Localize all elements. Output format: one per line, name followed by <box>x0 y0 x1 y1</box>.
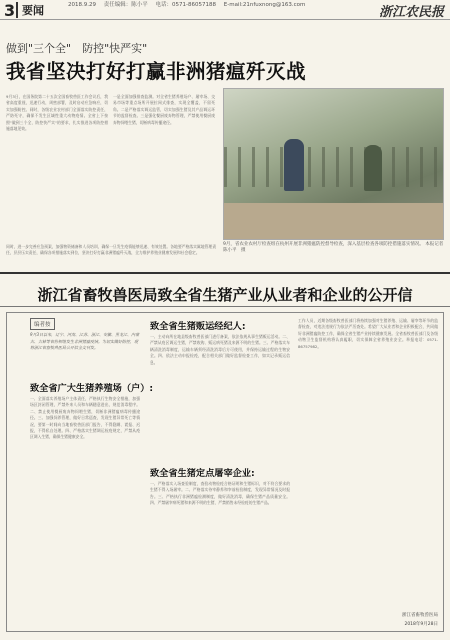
article-column-2: 一是全面加强排查监测。对全省生猪养殖场户、屠宰场、交易市场等重点场所开展拉网式排查，实现全覆盖，不留死角。二是严格落实调运监管，切实加强生猪及其产品调运环节的监督检查。三是强化餐厨废弃物管理，严禁使用餐厨废弃物饲喂生猪，切断病毒传播途径。 <box>113 94 215 125</box>
body-slaughterhouses: 一、严格落实入场查验制度，查验动物检疫合格证明和生猪标识，对不符合要求的生猪不得入场屠宰。二、严格落实待宰静养和宰前检验制度，发现异常情况及时报告。三、严格执行非洲猪瘟检测制度，做好清洗消毒，确保生猪产品质量安全。四、严禁屠宰病死猪和来源不明的生猪，严禁销售未经检疫的生猪产品。 <box>150 481 290 506</box>
section-divider <box>0 272 450 274</box>
article-column-1: 9月3日，在国务院第二十五次全国畜牧兽医工作会议后，我省高度重视，迅速行动，周密部署，及时启动应急响应，切实加强防控。同时，各级农业农村部门全面落实防控责任，严防死守，确保不发生区域性重大动物疫情。全省上下按照"做到三个全，防控快严实"的要求，扎实推进各项防控措施落地见效。 <box>6 94 108 132</box>
photo-fence <box>224 147 443 187</box>
heading-slaughterhouses: 致全省生猪定点屠宰企业: <box>150 468 255 479</box>
body-brokers: 一、主动向所在地县级畜牧兽医部门进行备案，依法依规从事生猪贩运活动。二、严禁从疫区调运生猪，严禁收购、贩运病死猪及来源不明的生猪。三、严格落实车辆清洗消毒制度，运输车辆须经清洗消毒后方可使用，并保持运输过程的生物安全。四、依法主动申报检疫，配合相关部门做好监督检查工作，如实记录贩运信息。 <box>150 334 290 365</box>
announcement-title: 浙江省畜牧兽医局致全省生猪产业从业者和企业的公开信 <box>37 286 413 304</box>
signature-date: 2018年9月28日 <box>404 622 438 627</box>
caption-text: 9月，省农业农村厅检查组在杭州开展非洲猪瘟防控督导检查，深入基层检查各项防控措施落实情况。 <box>223 242 424 247</box>
photo-person <box>284 139 304 191</box>
body-closing: 工作人员，近期各级畜牧兽医部门将持续加强对生猪养殖、运输、屠宰等环节的监督检查，对违法违规行为依法严厉查处。希望广大从业者和企业积极配合，共同做好非洲猪瘟防控工作，确保全省生猪产业持续健康发展。全省畜牧兽医部门及各级动物卫生监督机构将认真履职，切实保障全省养殖业安全。举报电话：0571-86757982。 <box>298 318 438 349</box>
signature-org: 浙江省畜牧兽医局 <box>402 613 438 618</box>
masthead <box>0 0 450 20</box>
masthead-meta <box>68 2 311 9</box>
editor-note: 9月3日以来，辽宁、河南、江苏、浙江、安徽、黑龙江、内蒙古、吉林等省份相继发生非洲猪瘟疫情。为切实做好防控，现将浙江省畜牧兽医局公开信全文刊发。 <box>30 332 140 351</box>
article-headline: 我省坚决打好打赢非洲猪瘟歼灭战 <box>6 60 307 83</box>
body-farmers: 一、全面落实养殖场户主体责任，严格执行生物安全措施，加强场区封闭管理，严禁外来人员和车辆随意进出，规范消毒程序。二、禁止使用餐厨废弃物饲喂生猪，切断非洲猪瘟病毒传播途径。三、加强饲养管理，做好日常巡查，发现生猪异常死亡等情况，要第一时间向当地畜牧兽医部门报告，不得隐瞒、谎报、迟报，不得私自处理。四、严格落实生猪调运检疫规定，严禁从疫区调入生猪，确保生猪健康安全。 <box>30 396 140 440</box>
editor-note-tag: 编者按 <box>30 318 55 330</box>
email: E-mail:21nfuxnong@163.com <box>223 2 306 8</box>
heading-farmers: 致全省广大生猪养殖场（户）: <box>30 383 154 394</box>
photo-credit: 本报记者 陈小平 摄 <box>223 242 448 253</box>
photo-ground <box>224 203 443 239</box>
title-divider <box>0 306 450 307</box>
page-number: 3 <box>4 1 16 20</box>
photo-caption <box>223 242 448 254</box>
article-column-3: 同时，进一步完善应急预案，加强物资储备和人员培训，确保一旦发生疫情能够迅速、有效处置。各地要严格落实属地管理责任，层层压实责任，确保各项措施落实到位，坚决打好打赢非洲猪瘟歼灭战，全力维护养殖业健康发展和社会稳定。 <box>6 244 216 256</box>
photo-person <box>364 145 382 191</box>
editor: 责任编辑：陈小平 <box>103 2 148 8</box>
article-kicker: 做到"三个全" 防控"快严实" <box>6 42 148 55</box>
section-name: 要闻 <box>16 2 44 18</box>
phone: 电话：0571-86057188 <box>155 2 216 8</box>
heading-brokers: 致全省生猪贩运经纪人: <box>150 321 246 332</box>
news-photo <box>223 88 444 240</box>
issue-date: 2018.9.29 <box>68 2 96 8</box>
newspaper-logo: 浙江农民报 <box>378 5 444 20</box>
